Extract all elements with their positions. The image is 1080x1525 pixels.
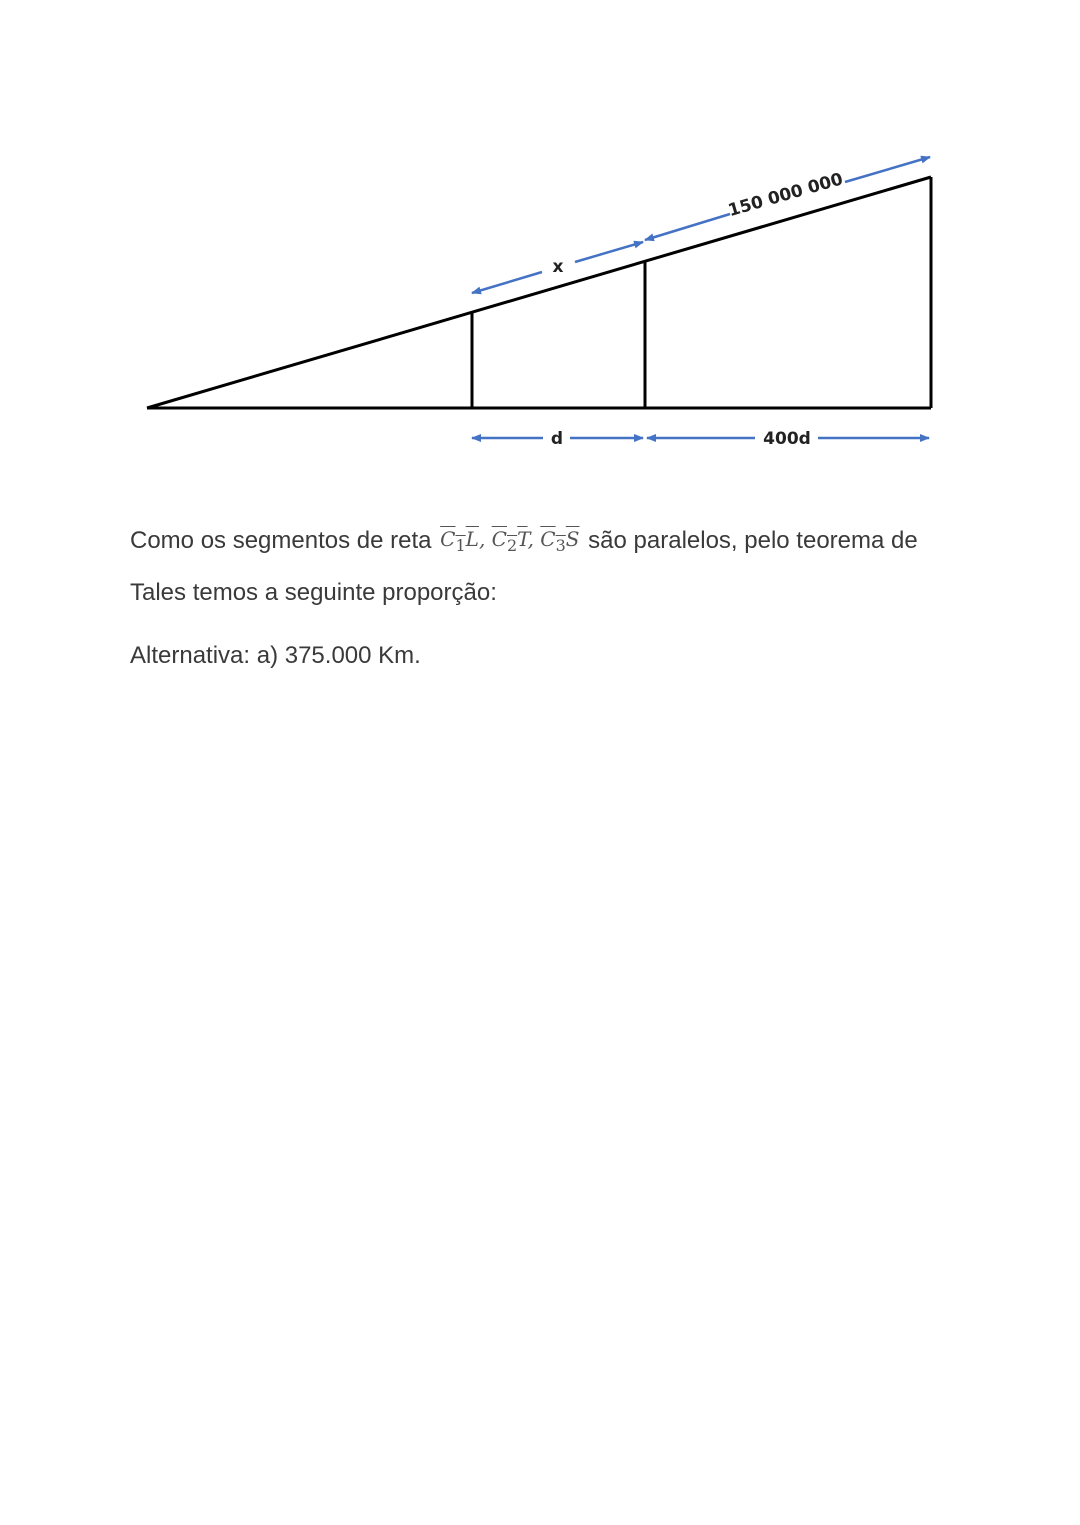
label-x: x	[552, 257, 564, 277]
line1-before: Como os segmentos de reta	[130, 527, 432, 554]
hypotenuse-line	[147, 177, 931, 408]
segment-c3s: $C_3S$	[540, 527, 580, 555]
segment-list: $C_1L$, $C_2T$, $C_3S$	[440, 527, 580, 555]
x-arrow-left	[472, 272, 542, 293]
label-400d: 400d	[763, 429, 811, 449]
hyp-arrow-left	[645, 214, 730, 240]
hyp-arrow-right	[845, 157, 930, 182]
explanation-paragraph	[130, 516, 970, 616]
segment-c1l: $C_1L$	[440, 527, 479, 555]
line1-after: são paralelos, pelo teorema de	[588, 527, 918, 554]
answer-text: Alternativa: a) 375.000 Km.	[130, 642, 421, 669]
x-arrow-right	[575, 242, 643, 262]
label-d: d	[550, 429, 564, 449]
label-150000000: 150 000 000	[726, 169, 846, 222]
line2: Tales temos a seguinte proporção:	[130, 579, 497, 606]
segment-c2t: $C_2T$	[491, 527, 528, 555]
thales-diagram	[0, 0, 1080, 480]
